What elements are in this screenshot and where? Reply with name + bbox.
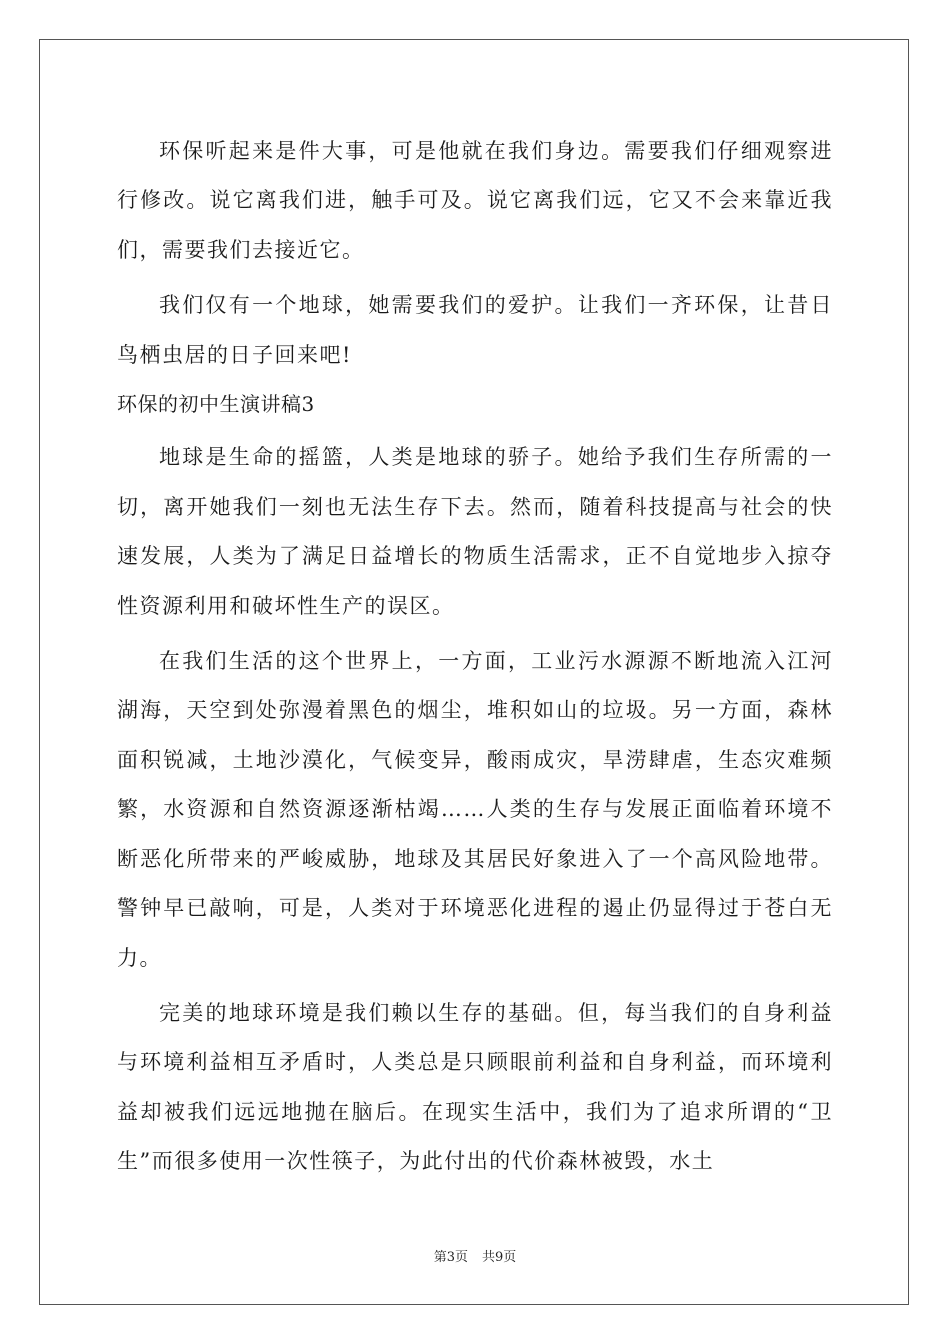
total-pages: 共9页 [482, 1250, 517, 1265]
paragraph: 我们仅有一个地球，她需要我们的爱护。让我们一齐环保，让昔日鸟栖虫居的日子回来吧! [117, 293, 833, 367]
paragraph: 完美的地球环境是我们赖以生存的基础。但，每当我们的自身利益与环境利益相互矛盾时，人类总是只顾眼前利益和自身利益，而环境利益却被我们远远地抛在脑后。在现实生活中，我们为了追求所谓的“卫生”而很多使用一次性筷子，为此付出的代价森林被毁，水土 [117, 1000, 833, 1174]
page-footer [0, 1246, 950, 1265]
paragraph: 环保听起来是件大事，可是他就在我们身边。需要我们仔细观察进行修改。说它离我们进，触手可及。说它离我们远，它又不会来靠近我们，需要我们去接近它。 [117, 139, 833, 262]
section-title: 环保的初中生演讲稿3 [117, 392, 315, 417]
paragraph: 在我们生活的这个世界上，一方面，工业污水源源不断地流入江河湖海，天空到处弥漫着黑色的烟尘，堆积如山的垃圾。另一方面，森林面积锐减，土地沙漠化，气候变异，酸雨成灾，旱涝肆虐，生态灾难频繁，水资源和自然资源逐渐枯竭……人类的生存与发展正面临着环境不断恶化所带来的严峻威胁，地球及其居民好象进入了一个高风险地带。警钟早已敲响，可是，人类对于环境恶化进程的遏止仍显得过于苍白无力。 [117, 649, 833, 970]
paragraph: 地球是生命的摇篮，人类是地球的骄子。她给予我们生存所需的一切，离开她我们一刻也无法生存下去。然而，随着科技提高与社会的快速发展，人类为了满足日益增长的物质生活需求，正不自觉地步入掠夺性资源利用和破坏性生产的误区。 [117, 445, 833, 618]
document-body [117, 127, 833, 1187]
page-number: 第3页 [433, 1250, 468, 1265]
